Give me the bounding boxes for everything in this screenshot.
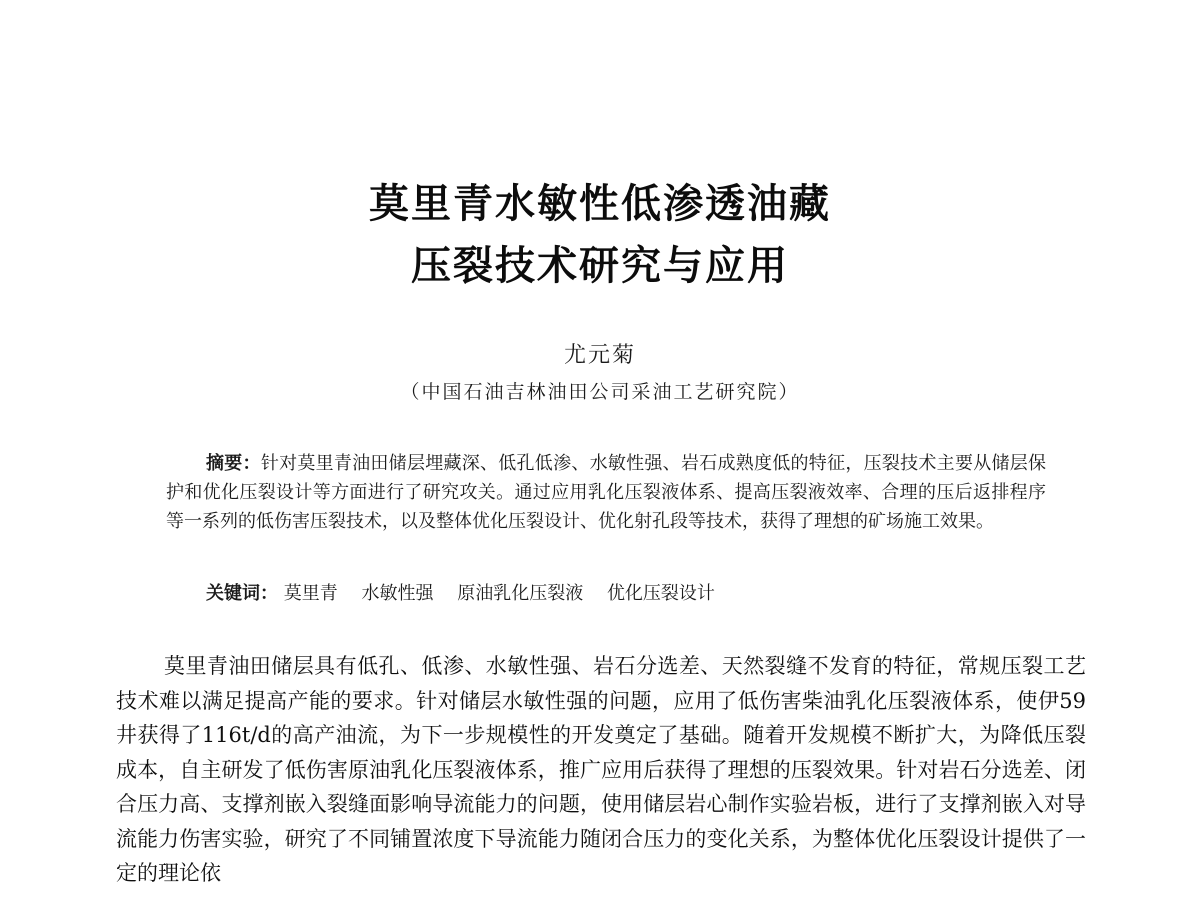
paper-title-line-1: 莫里青水敏性低渗透油藏 bbox=[369, 181, 831, 227]
keyword-item: 莫里青 bbox=[283, 583, 338, 604]
keyword-item: 优化压裂设计 bbox=[606, 583, 715, 604]
paper-title-line-2: 压裂技术研究与应用 bbox=[411, 243, 789, 289]
abstract-label: 摘要： bbox=[206, 453, 261, 474]
abstract-text: 针对莫里青油田储层埋藏深、低孔低渗、水敏性强、岩石成熟度低的特征，压裂技术主要从储层保护和优化压裂设计等方面进行了研究攻关。通过应用乳化压裂液体系、提高压裂液效率、合理的压后返排程序等一系列的低伤害压裂技术，以及整体优化压裂设计、优化射孔段等技术，获得了理想的矿场施工效果。 bbox=[166, 453, 1047, 532]
body-paragraph: 莫里青油田储层具有低孔、低渗、水敏性强、岩石分选差、天然裂缝不发育的特征，常规压裂工艺技术难以满足提高产能的要求。针对储层水敏性强的问题，应用了低伤害柴油乳化压裂液体系，使伊59井获得了116t/d的高产油流，为下一步规模性的开发奠定了基础。随着开发规模不断扩大，为降低压裂成本，自主研发了低伤害原油乳化压裂液体系，推广应用后获得了理想的压裂效果。针对岩石分选差、闭合压力高、支撑剂嵌入裂缝面影响导流能力的问题，使用储层岩心制作实验岩板，进行了支撑剂嵌入对导流能力伤害实验，研究了不同铺置浓度下导流能力随闭合压力的变化关系，为整体优化压裂设计提供了一定的理论依 bbox=[116, 654, 1086, 885]
keywords-label: 关键词： bbox=[206, 583, 278, 604]
keywords bbox=[206, 580, 1046, 608]
abstract bbox=[166, 449, 1046, 536]
author-affiliation: （中国石油吉林油田公司采油工艺研究院） bbox=[400, 381, 800, 403]
author-name: 尤元菊 bbox=[563, 343, 636, 368]
keyword-item: 原油乳化压裂液 bbox=[457, 583, 584, 604]
keyword-item: 水敏性强 bbox=[361, 583, 434, 604]
